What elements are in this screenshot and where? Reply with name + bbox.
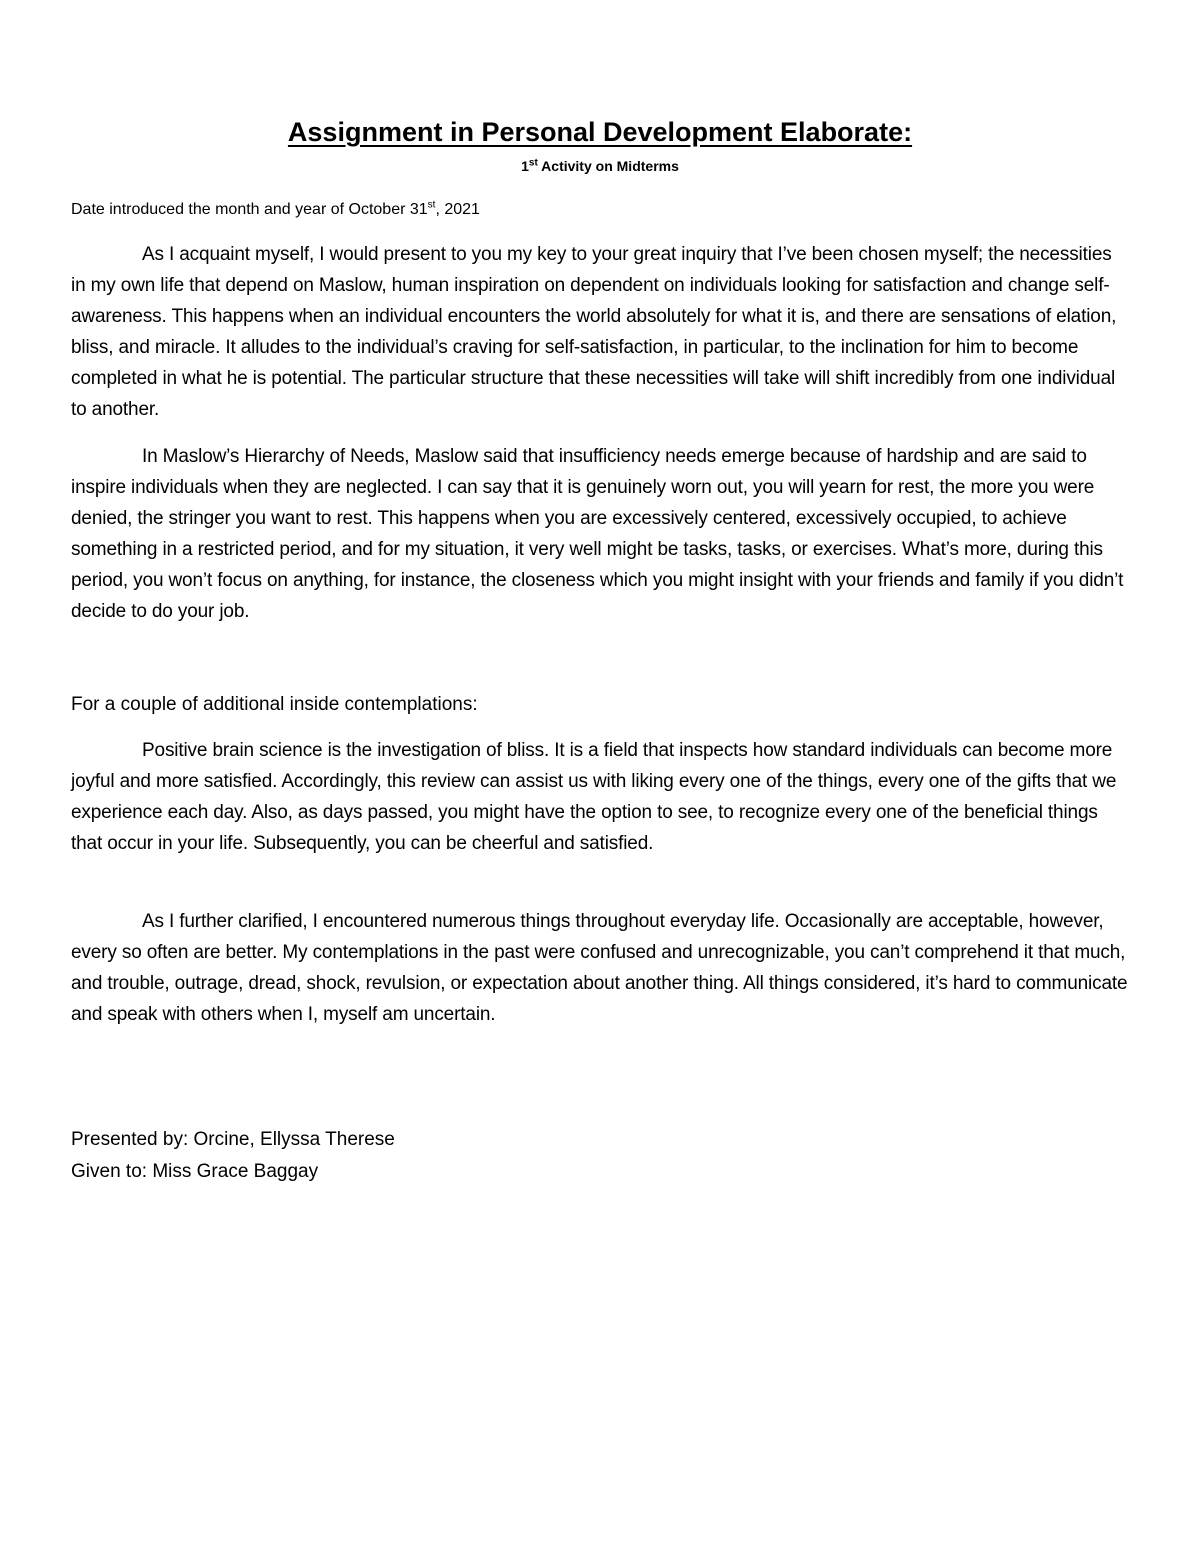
subtitle-number: 1 (521, 158, 529, 174)
section-intro: For a couple of additional inside contemplations: (71, 694, 478, 715)
subtitle-ordinal: st (528, 157, 538, 169)
document-subtitle (0, 156, 1200, 176)
document-title: Assignment in Personal Development Elaborate: (287, 117, 913, 147)
subtitle-text: Activity on Midterms (537, 158, 679, 174)
presented-by: Presented by: Orcine, Ellyssa Therese (71, 1129, 395, 1150)
date-prefix: Date introduced the month and year of October 31 (71, 201, 428, 218)
paragraph-3: Positive brain science is the investigation of bliss. It is a field that inspects how standard individuals can become more joyful and more satisfied. Accordingly, this review can assist us with liking every one of the things, every one of the gifts that we experience each day. Also, as days passed, you might have the option to see, to recognize every one of the beneficial things that occur in your life. Subsequently, you can be cheerful and satisfied. (71, 740, 1117, 854)
date-ordinal: st (427, 199, 436, 211)
paragraph-1: As I acquaint myself, I would present to you my key to your great inquiry that I’ve been chosen myself; the necessities in my own life that depend on Maslow, human inspiration on dependent on individuals looking for satisfaction and change self-awareness. This happens when an individual encounters the world absolutely for what it is, and there are sensations of elation, bliss, and miracle. It alludes to the individual’s craving for self-satisfaction, in particular, to the inclination for him to become completed in what he is potential. The particular structure that these necessities will take will shift incredibly from one individual to another. (71, 244, 1117, 420)
date-year: , 2021 (435, 201, 480, 218)
paragraph-4: As I further clarified, I encountered numerous things throughout everyday life. Occasionally are acceptable, however, every so often are better. My contemplations in the past were confused and unrecognizable, you can’t comprehend it that much, and trouble, outrage, dread, shock, revulsion, or expectation about another thing. All things considered, it’s hard to communicate and speak with others when I, myself am uncertain. (71, 911, 1128, 1025)
given-to: Given to: Miss Grace Baggay (71, 1161, 319, 1182)
paragraph-2: In Maslow’s Hierarchy of Needs, Maslow said that insufficiency needs emerge because of hardship and are said to inspire individuals when they are neglected. I can say that it is genuinely worn out, you will yearn for rest, the more you were denied, the stringer you want to rest. This happens when you are excessively centered, excessively occupied, to achieve something in a restricted period, and for my situation, it very well might be tasks, tasks, or exercises. What’s more, during this period, you won’t focus on anything, for instance, the closeness which you might insight with your friends and family if you didn’t decide to do your job. (71, 446, 1124, 622)
date-line (71, 198, 480, 222)
